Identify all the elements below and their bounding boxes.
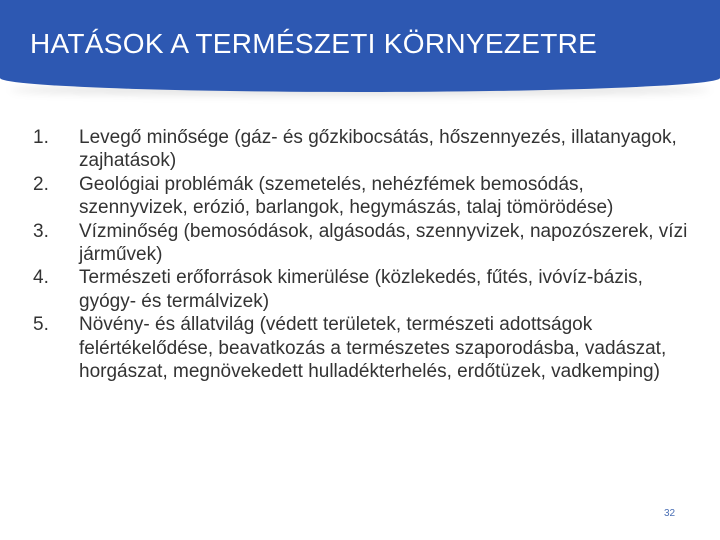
page-number: 32: [664, 508, 676, 519]
list-item-text: Levegő minősége (gáz- és gőzkibocsátás, hőszennyezés, illatanyagok, zajhatások): [79, 127, 677, 172]
list-item-text: Vízminőség (bemosódások, algásodás, szennyvizek, napozószerek, vízi járművek): [79, 220, 688, 266]
list-item: [33, 220, 693, 267]
list-item-number: 4.: [33, 267, 49, 289]
list-item-number: 1.: [33, 127, 49, 148]
list-item: [33, 266, 693, 313]
list-item-number: 5.: [33, 314, 49, 336]
list-item-text: Növény- és állatvilág (védett területek, természeti adottságok felértékelődése, beavatkozás a természetes szaporodásba, vadászat, horgászat, megnövekedett hulladékterhelés, erdőtüzek, vadkemping): [79, 314, 667, 383]
list-item-number: 2.: [33, 173, 49, 195]
slide-title: HATÁSOK A TERMÉSZETI KÖRNYEZETRE: [30, 28, 598, 59]
list-item-text: Természeti erőforrások kimerülése (közlekedés, fűtés, ivóvíz-bázis, gyógy- és termálvizek): [79, 267, 643, 312]
list-item: [33, 173, 693, 220]
list-item: [33, 126, 693, 173]
impact-list: [33, 126, 693, 383]
list-item-number: 3.: [33, 220, 49, 242]
list-item: [33, 313, 693, 383]
list-item-text: Geológiai problémák (szemetelés, nehézfémek bemosódás, szennyvizek, erózió, barlangok, hegymászás, talaj tömörödése): [79, 173, 614, 219]
title-bar: [0, 0, 720, 92]
